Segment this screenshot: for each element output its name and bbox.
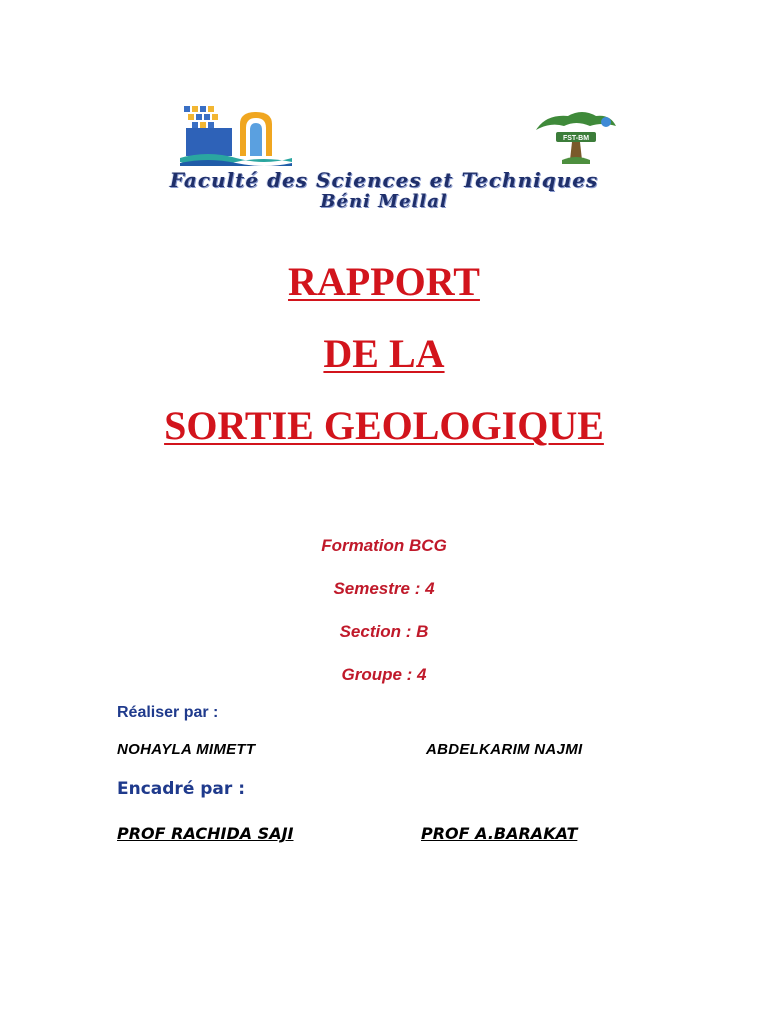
- authors-label: Réaliser par :: [117, 704, 219, 721]
- formation-text: Formation BCG: [321, 536, 447, 555]
- faculty-city: Béni Mellal: [320, 191, 448, 212]
- title-line-3: SORTIE GEOLOGIQUE: [164, 403, 604, 448]
- section-text: Section : B: [339, 622, 429, 641]
- tree-logo-icon: [526, 108, 622, 166]
- tree-logo-text: FST-BM: [562, 135, 590, 142]
- author-name-1: NOHAYLA MIMETT: [117, 741, 256, 758]
- supervisor-name-1: PROF RACHIDA SAJI: [117, 824, 294, 843]
- supervisor-name-2: PROF A.BARAKAT: [421, 824, 578, 843]
- supervisors-label: Encadré par :: [117, 779, 246, 799]
- faculty-name: Faculté des Sciences et Techniques: [169, 168, 599, 192]
- title-line-2: DE LA: [323, 331, 445, 376]
- semestre-text: Semestre : 4: [333, 579, 435, 598]
- faculty-logo-icon: [180, 104, 292, 166]
- title-line-1: RAPPORT: [288, 259, 480, 304]
- groupe-text: Groupe : 4: [341, 665, 427, 684]
- author-name-2: ABDELKARIM NAJMI: [426, 741, 583, 758]
